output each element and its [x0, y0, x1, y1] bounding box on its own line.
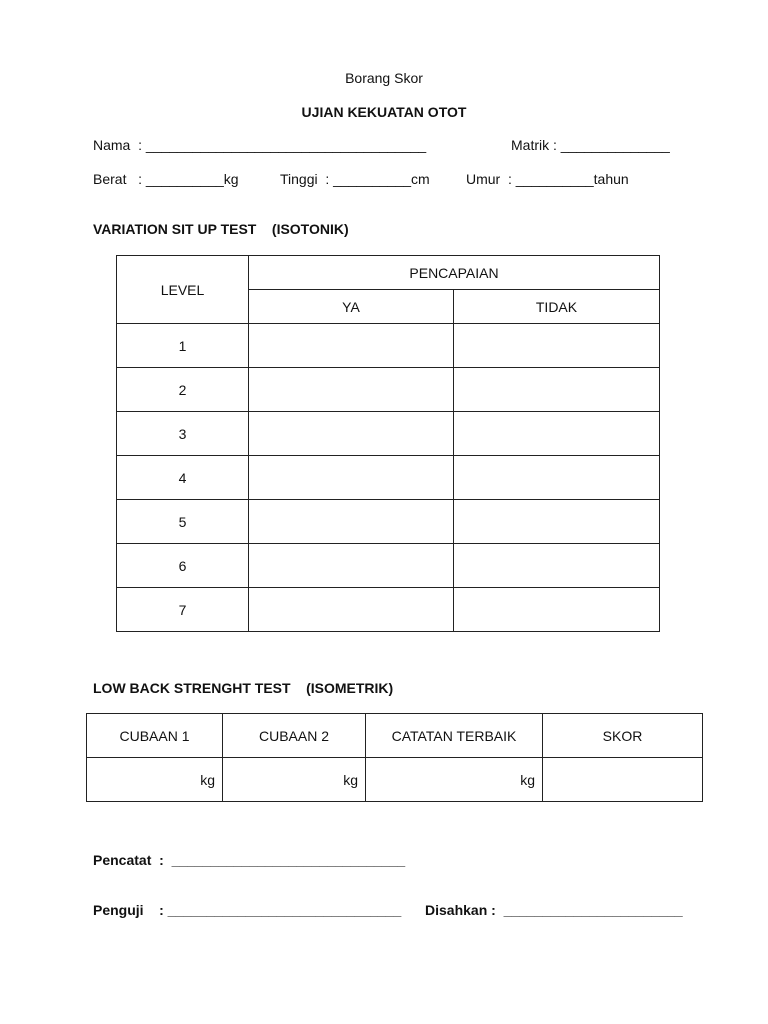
tidak-header: TIDAK: [454, 290, 660, 324]
table-row: [117, 588, 660, 632]
ya-cell[interactable]: [249, 544, 454, 588]
tidak-cell[interactable]: [454, 588, 660, 632]
tidak-cell[interactable]: [454, 324, 660, 368]
tinggi-field[interactable]: Tinggi : __________cm: [280, 171, 430, 187]
pencatat-field[interactable]: Pencatat : ______________________________: [93, 852, 406, 868]
level-cell: 7: [117, 588, 249, 632]
nama-field[interactable]: Nama : ____________________________________: [93, 137, 427, 153]
form-title: Borang Skor: [345, 70, 423, 86]
table-row: [117, 500, 660, 544]
penguji-field[interactable]: Penguji : ______________________________: [93, 902, 402, 918]
umur-field[interactable]: Umur : __________tahun: [466, 171, 629, 187]
ya-cell[interactable]: [249, 412, 454, 456]
cubaan-2-header: CUBAAN 2: [223, 714, 366, 758]
tidak-cell[interactable]: [454, 456, 660, 500]
cubaan-1-cell[interactable]: kg: [87, 758, 223, 802]
skor-cell[interactable]: [543, 758, 703, 802]
table-row: [117, 324, 660, 368]
table-row: [117, 544, 660, 588]
berat-field[interactable]: Berat : __________kg: [93, 171, 239, 187]
table-row: [117, 412, 660, 456]
tidak-cell[interactable]: [454, 412, 660, 456]
tidak-cell[interactable]: [454, 544, 660, 588]
tidak-cell[interactable]: [454, 500, 660, 544]
form-subtitle: UJIAN KEKUATAN OTOT: [301, 104, 467, 120]
pencapaian-header: PENCAPAIAN: [249, 256, 660, 290]
cubaan-2-cell[interactable]: kg: [223, 758, 366, 802]
level-cell: 4: [117, 456, 249, 500]
ya-cell[interactable]: [249, 324, 454, 368]
ya-cell[interactable]: [249, 588, 454, 632]
ya-cell[interactable]: [249, 456, 454, 500]
ya-header: YA: [249, 290, 454, 324]
tidak-cell[interactable]: [454, 368, 660, 412]
sit-up-section-title: VARIATION SIT UP TEST (ISOTONIK): [93, 221, 349, 237]
matrik-field[interactable]: Matrik : ______________: [511, 137, 670, 153]
low-back-section-title: LOW BACK STRENGHT TEST (ISOMETRIK): [93, 680, 394, 696]
level-cell: 1: [117, 324, 249, 368]
level-cell: 2: [117, 368, 249, 412]
ya-cell[interactable]: [249, 500, 454, 544]
skor-header: SKOR: [543, 714, 703, 758]
level-header: LEVEL: [117, 256, 249, 324]
level-cell: 5: [117, 500, 249, 544]
table-row: [117, 368, 660, 412]
low-back-table: [86, 713, 703, 802]
level-cell: 3: [117, 412, 249, 456]
level-cell: 6: [117, 544, 249, 588]
table-row: [117, 456, 660, 500]
catatan-terbaik-header: CATATAN TERBAIK: [366, 714, 543, 758]
catatan-terbaik-cell[interactable]: kg: [366, 758, 543, 802]
ya-cell[interactable]: [249, 368, 454, 412]
cubaan-1-header: CUBAAN 1: [87, 714, 223, 758]
disahkan-field[interactable]: Disahkan : _______________________: [425, 902, 683, 918]
sit-up-table: [116, 255, 660, 632]
